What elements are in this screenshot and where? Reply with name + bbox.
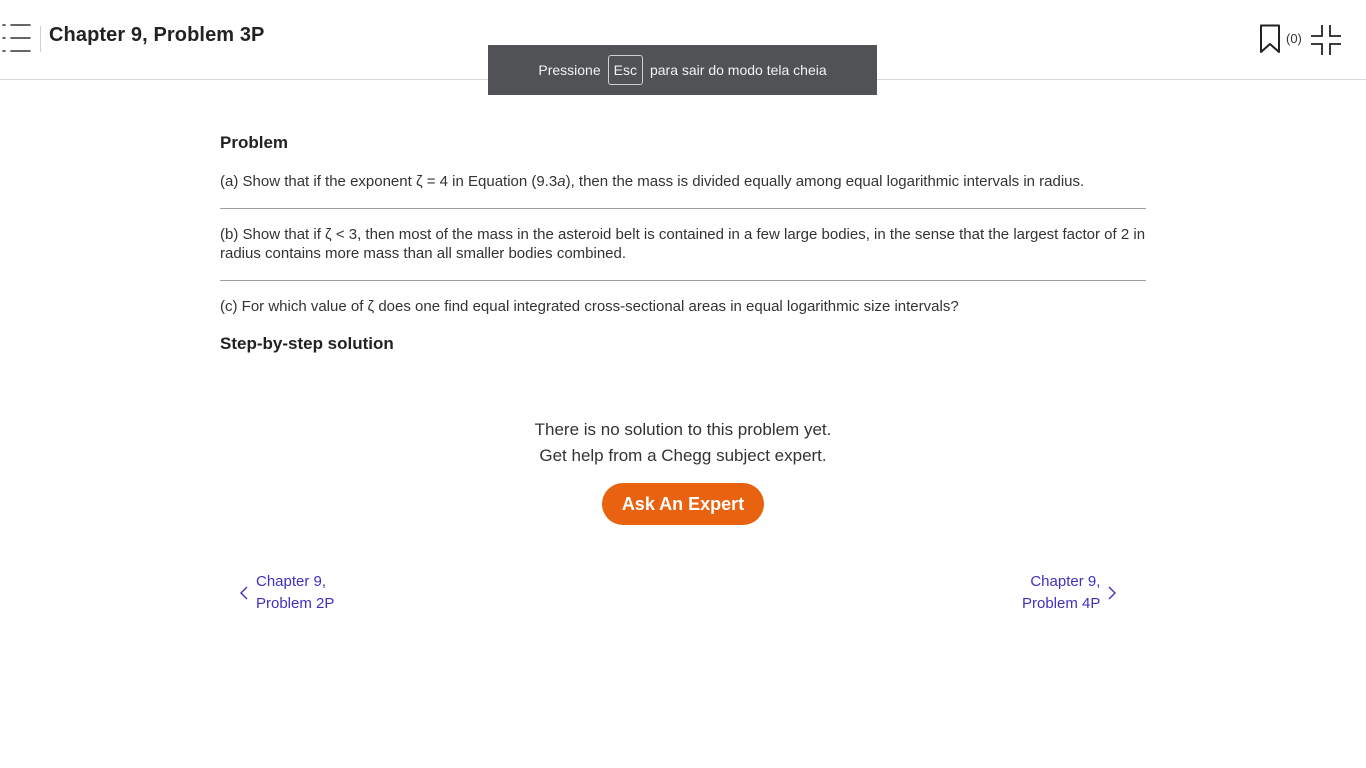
- next-problem-link[interactable]: [1022, 571, 1118, 615]
- no-solution-line1: There is no solution to this problem yet.: [534, 420, 832, 439]
- divider: [220, 280, 1146, 281]
- prev-link-line2: Problem 2P: [256, 595, 335, 612]
- next-link-line1: Chapter 9,: [1030, 573, 1101, 590]
- no-solution-line2: Get help from a Chegg subject expert.: [539, 446, 827, 465]
- exit-fullscreen-button[interactable]: [1310, 24, 1342, 56]
- chevron-left-icon: [238, 585, 250, 601]
- bookmark-icon: [1258, 24, 1282, 54]
- fullscreen-toast: [488, 45, 877, 95]
- problem-part-a: [220, 172, 1146, 191]
- part-a-italic: a: [557, 173, 566, 190]
- divider: [220, 208, 1146, 209]
- next-link-line2: Problem 4P: [1022, 595, 1101, 612]
- prev-link-line1: Chapter 9,: [256, 573, 327, 590]
- problem-part-c: (c) For which value of ζ does one find equal integrated cross-sectional areas in equal logarithmic size intervals?: [220, 298, 959, 315]
- chevron-right-icon: [1106, 585, 1118, 601]
- previous-problem-link[interactable]: [238, 571, 334, 615]
- problem-part-b: (b) Show that if ζ < 3, then most of the mass in the asteroid belt is contained in a few large bodies, in the sense that the largest factor of 2 in radius contains more mass than all smaller bodies combined.: [220, 226, 1146, 262]
- menu-icon: [0, 22, 32, 54]
- page-title: Chapter 9, Problem 3P: [49, 24, 265, 46]
- esc-key-badge: Esc: [608, 55, 643, 85]
- part-a-text-after: ), then the mass is divided equally among equal logarithmic intervals in radius.: [565, 173, 1085, 190]
- no-solution-message: [0, 417, 1366, 469]
- problem-heading: Problem: [220, 133, 289, 152]
- menu-button[interactable]: [0, 22, 32, 54]
- bookmark-count: (0): [1286, 31, 1302, 46]
- ask-an-expert-button[interactable]: Ask An Expert: [602, 483, 764, 525]
- toast-prefix: Pressione: [538, 62, 601, 78]
- part-a-text-before: (a) Show that if the exponent ζ = 4 in Equation (9.3: [220, 173, 558, 190]
- header-divider: [40, 26, 41, 52]
- solution-heading: Step-by-step solution: [220, 334, 394, 353]
- exit-fullscreen-icon: [1310, 24, 1342, 56]
- bookmark-button[interactable]: [1258, 24, 1282, 54]
- toast-suffix: para sair do modo tela cheia: [649, 62, 827, 78]
